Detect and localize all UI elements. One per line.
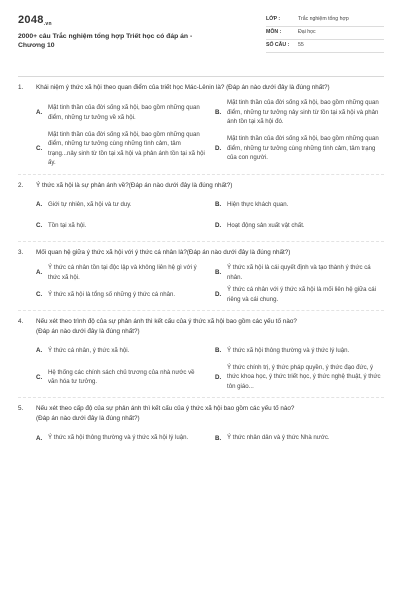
meta-value: Trắc nghiệm tổng hợp xyxy=(298,16,349,23)
header-divider xyxy=(18,76,384,77)
question-4 xyxy=(18,317,384,398)
question-number: 3. xyxy=(18,248,24,256)
question-separator xyxy=(18,310,384,311)
question-3 xyxy=(18,248,384,311)
option-d[interactable] xyxy=(215,217,384,235)
header-left xyxy=(18,10,238,72)
option-d[interactable] xyxy=(215,363,384,391)
option-letter: B. xyxy=(215,108,222,116)
options-grid xyxy=(18,429,384,450)
option-letter: A. xyxy=(36,108,43,116)
question-hint: (Đáp án nào dưới đây là đúng nhất?) xyxy=(36,414,140,422)
option-letter: D. xyxy=(215,373,222,381)
question-main-text: Nếu xét theo cấp độ của sự phản ánh thì kết cấu của ý thức xã hội bao gồm các yếu tố nào? xyxy=(36,405,295,413)
question-text xyxy=(18,248,384,257)
meta-label: SỐ CÂU : xyxy=(266,42,290,49)
option-letter: D. xyxy=(215,222,222,230)
meta-row-count xyxy=(266,40,384,53)
question-body: Ý thức xã hội là sự phản ánh về?(Đáp án nào dưới đây là đúng nhất?) xyxy=(36,181,233,189)
option-letter: B. xyxy=(215,347,222,355)
question-number: 2. xyxy=(18,181,24,189)
option-text: Tồn tại xã hội. xyxy=(48,222,87,230)
meta-row-class xyxy=(266,14,384,27)
option-text: Ý thức xã hội thông thường và ý thức xã hội lý luận. xyxy=(48,434,189,442)
option-b[interactable] xyxy=(215,98,384,126)
question-separator xyxy=(18,241,384,242)
option-letter: D. xyxy=(215,144,222,152)
option-letter: D. xyxy=(215,291,222,299)
question-body: Mối quan hệ giữa ý thức xã hội với ý thức cá nhân là?(Đáp án nào dưới đây là đúng nhất?) xyxy=(36,248,291,256)
option-b[interactable] xyxy=(215,342,384,360)
question-1 xyxy=(18,83,384,175)
option-c[interactable] xyxy=(36,363,205,391)
question-number: 4. xyxy=(18,318,24,326)
option-c[interactable] xyxy=(36,130,205,168)
option-text: Giới tự nhiên, xã hội và tư duy. xyxy=(48,201,132,209)
question-5 xyxy=(18,404,384,450)
option-c[interactable] xyxy=(36,285,205,304)
options-grid xyxy=(18,98,384,170)
question-number: 5. xyxy=(18,405,24,413)
option-letter: B. xyxy=(215,201,222,209)
option-d[interactable] xyxy=(215,285,384,304)
option-letter: A. xyxy=(36,201,43,209)
option-a[interactable] xyxy=(36,342,205,360)
option-text: Hiện thực khách quan. xyxy=(227,201,289,209)
option-text: Ý thức cá nhân, ý thức xã hội. xyxy=(48,347,130,355)
option-b[interactable] xyxy=(215,263,384,282)
option-text: Ý thức xã hội thông thường và ý thức lý luận. xyxy=(227,347,350,355)
option-text: Mặt tinh thần của đời sống xã hội, bao gồm những quan điểm, những tư tưởng cùng những tình cảm, tâm trạng của con người. xyxy=(227,135,379,162)
option-c[interactable] xyxy=(36,217,205,235)
option-text: Ý thức xã hội là tổng số những ý thức cá nhân. xyxy=(48,290,176,298)
option-letter: C. xyxy=(36,373,43,381)
meta-row-subject xyxy=(266,27,384,40)
option-text: Ý thức chính trị, ý thức pháp quyền, ý thức đạo đức, ý thức khoa học, ý thức triết học, ý thức nghệ thuật, ý thức tôn giáo... xyxy=(227,364,381,390)
meta-label: LỚP : xyxy=(266,16,281,23)
meta-panel xyxy=(266,14,384,72)
meta-value: 55 xyxy=(298,42,304,49)
question-body xyxy=(36,317,384,336)
option-b[interactable] xyxy=(215,429,384,447)
question-separator xyxy=(18,174,384,175)
option-d[interactable] xyxy=(215,130,384,168)
question-body: Khái niệm ý thức xã hội theo quan điểm của triết học Mác-Lênin là? (Đáp án nào dưới đây là đúng nhất?) xyxy=(36,84,330,91)
site-logo[interactable] xyxy=(18,14,238,27)
question-separator xyxy=(18,397,384,398)
document-title: 2000+ câu Trắc nghiệm tổng hợp Triết học có đáp án - Chương 10 xyxy=(18,33,193,50)
option-text: Ý thức cá nhân tồn tại độc lập và không liên hệ gì với ý thức xã hội. xyxy=(48,264,197,281)
meta-value: Đại học xyxy=(298,29,316,36)
option-letter: A. xyxy=(36,434,43,442)
option-a[interactable] xyxy=(36,429,205,447)
option-text: Ý thức nhân dân và ý thức Nhà nước. xyxy=(227,434,330,442)
option-letter: A. xyxy=(36,269,43,277)
option-letter: C. xyxy=(36,144,43,152)
question-number: 1. xyxy=(18,84,24,91)
option-letter: C. xyxy=(36,222,43,230)
option-text: Ý thức cá nhân với ý thức xã hội là mối liên hệ giữa cái riêng và cái chung. xyxy=(227,286,377,303)
options-grid xyxy=(18,196,384,238)
logo-tld: .vn xyxy=(43,21,52,28)
question-text xyxy=(18,317,384,336)
option-a[interactable] xyxy=(36,98,205,126)
question-text xyxy=(18,404,384,423)
option-letter: B. xyxy=(215,269,222,277)
option-text: Hệ thống các chính sách chủ trương của nhà nước về văn hóa tư tưởng. xyxy=(48,368,195,386)
option-letter: C. xyxy=(36,291,43,299)
option-a[interactable] xyxy=(36,263,205,282)
option-text: Mặt tinh thần của đời sống xã hội, bao gồm những quan điểm, những tư tưởng về xã hội. xyxy=(48,104,200,121)
option-a[interactable] xyxy=(36,196,205,214)
option-text: Hoạt động sản xuất vật chất. xyxy=(227,222,305,230)
options-grid xyxy=(18,263,384,307)
page-header xyxy=(18,10,384,72)
question-text xyxy=(18,83,384,92)
question-main-text: Nếu xét theo trình độ của sự phản ánh thì kết cấu của ý thức xã hội bao gồm các yếu tố nào? xyxy=(36,318,297,326)
question-body xyxy=(36,404,384,423)
option-letter: B. xyxy=(215,434,222,442)
option-text: Mặt tinh thần của đời sống xã hội, bao gồm những quan điểm, những tư tưởng nảy sinh từ tồn tại xã hội và phản ánh tồn tại xã hội đó. xyxy=(227,99,379,126)
meta-label: MÔN : xyxy=(266,29,282,36)
option-b[interactable] xyxy=(215,196,384,214)
question-2 xyxy=(18,181,384,242)
logo-main: 2048 xyxy=(18,14,44,26)
option-text: Ý thức xã hội là cái quyết định và tạo thành ý thức cá nhân. xyxy=(227,264,371,281)
question-text xyxy=(18,181,384,190)
question-hint: (Đáp án nào dưới đây là đúng nhất?) xyxy=(36,327,140,335)
options-grid xyxy=(18,342,384,394)
option-letter: A. xyxy=(36,347,43,355)
option-text: Mặt tinh thần của đời sống xã hội, bao gồm những quan điểm, những tư tưởng cùng những tình cảm, tâm trạng...nảy sinh từ tồn tại xã hội và phản ánh tồn tại xã hội ấy. xyxy=(48,130,205,167)
